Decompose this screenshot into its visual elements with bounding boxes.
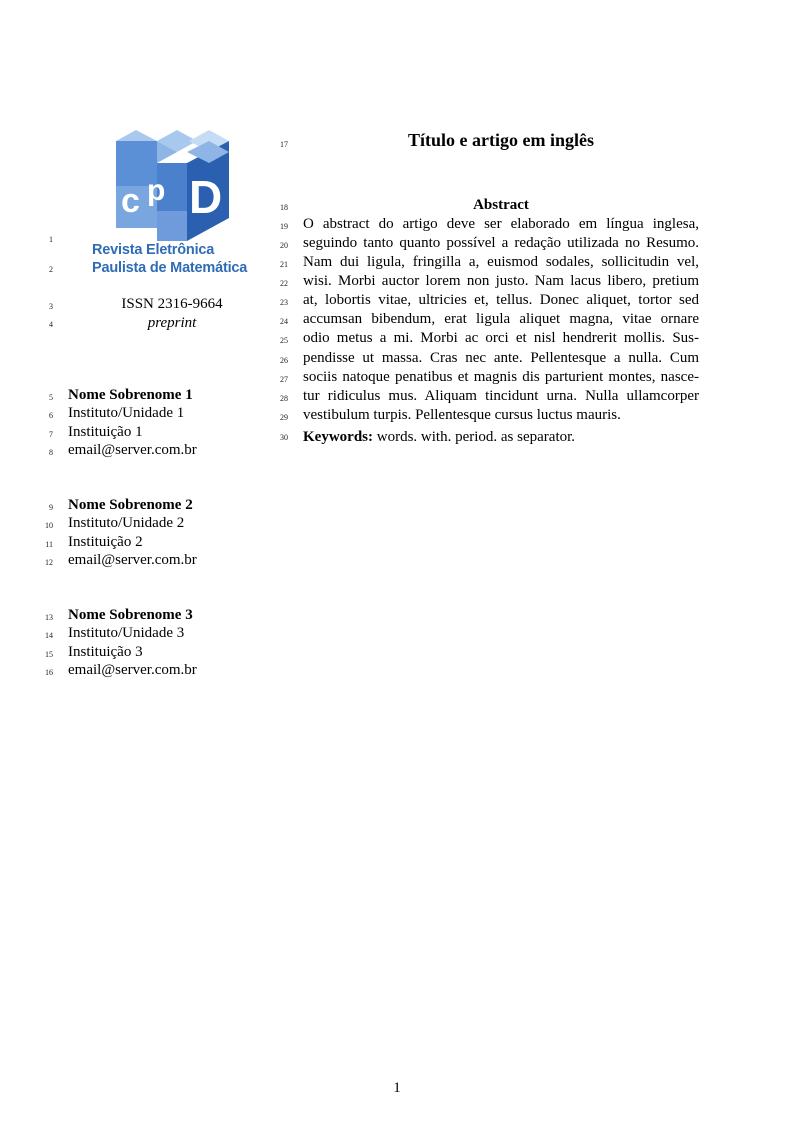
keywords-line xyxy=(303,428,575,447)
abstract-line: wisi. Morbi auctor lorem non justo. Nam lacus libero, pretium xyxy=(303,273,699,289)
abstract-line: odio metus a mi. Morbi ac orci et nisl hendrerit mollis. Sus- xyxy=(303,330,699,346)
line-number: 20 xyxy=(280,241,288,250)
line-number: 7 xyxy=(49,430,53,439)
line-number: 27 xyxy=(280,375,288,384)
keywords-label: Keywords: xyxy=(303,429,373,445)
article-title: Título e artigo em inglês xyxy=(408,130,594,150)
svg-text:c: c xyxy=(121,182,140,220)
svg-text:D: D xyxy=(189,171,223,223)
abstract-line: sociis natoque penatibus et magnis dis parturient montes, nasce- xyxy=(303,369,699,385)
line-number: 28 xyxy=(280,394,288,403)
line-number: 9 xyxy=(49,503,53,512)
preprint-status: preprint xyxy=(147,315,197,331)
line-number: 1 xyxy=(49,235,53,244)
journal-logo xyxy=(113,128,233,243)
abstract-line: O abstract do artigo deve ser elaborado em língua inglesa, xyxy=(303,216,699,232)
author-1-name: Nome Sobrenome 1 xyxy=(68,387,193,403)
author-3-email[interactable]: email@server.com.br xyxy=(68,662,197,678)
author-2-email[interactable]: email@server.com.br xyxy=(68,552,197,568)
abstract-line: tur ridiculus mus. Aliquam tincidunt urna. Nulla ullamcorper xyxy=(303,388,699,404)
line-number: 3 xyxy=(49,302,53,311)
line-number: 13 xyxy=(45,613,53,622)
line-number: 24 xyxy=(280,317,288,326)
author-1-unit: Instituto/Unidade 1 xyxy=(68,405,185,421)
line-number: 10 xyxy=(45,521,53,530)
line-number: 15 xyxy=(45,650,53,659)
author-1-email[interactable]: email@server.com.br xyxy=(68,442,197,458)
line-number: 11 xyxy=(45,540,53,549)
keywords-value: words. with. period. as separator. xyxy=(376,429,576,445)
author-3-institution: Instituição 3 xyxy=(68,644,143,660)
line-number: 2 xyxy=(49,265,53,274)
author-3-unit: Instituto/Unidade 3 xyxy=(68,625,185,641)
line-number: 23 xyxy=(280,298,288,307)
abstract-line: vestibulum turpis. Pellentesque cursus luctus mauris. xyxy=(303,407,621,423)
line-number: 12 xyxy=(45,558,53,567)
line-number: 26 xyxy=(280,356,288,365)
author-2-unit: Instituto/Unidade 2 xyxy=(68,515,185,531)
abstract-heading: Abstract xyxy=(473,197,529,213)
line-number: 4 xyxy=(49,320,53,329)
author-2-name: Nome Sobrenome 2 xyxy=(68,497,193,513)
author-1-institution: Instituição 1 xyxy=(68,424,143,440)
line-number: 16 xyxy=(45,668,53,677)
author-2-institution: Instituição 2 xyxy=(68,534,143,550)
abstract-line: accumsan bibendum, erat ligula aliquet magna, vitae ornare xyxy=(303,311,699,327)
author-3-name: Nome Sobrenome 3 xyxy=(68,607,193,623)
line-number: 25 xyxy=(280,336,288,345)
abstract-line: Nam dui ligula, fringilla a, euismod sodales, sollicitudin vel, xyxy=(303,254,699,270)
page-number: 1 xyxy=(393,1080,401,1096)
line-number: 5 xyxy=(49,393,53,402)
line-number: 19 xyxy=(280,222,288,231)
line-number: 29 xyxy=(280,413,288,422)
logo-line-1: Revista Eletrônica xyxy=(92,242,215,258)
abstract-line: at, lobortis vitae, ultricies et, tellus. Donec aliquet, tortor sed xyxy=(303,292,699,308)
logo-line-2: Paulista de Matemática xyxy=(92,260,248,276)
line-number: 14 xyxy=(45,631,53,640)
svg-text:p: p xyxy=(147,174,166,207)
line-number: 22 xyxy=(280,279,288,288)
line-number: 21 xyxy=(280,260,288,269)
line-number: 30 xyxy=(280,433,288,442)
line-number: 18 xyxy=(280,203,288,212)
line-number: 17 xyxy=(280,140,288,149)
line-number: 8 xyxy=(49,448,53,457)
abstract-line: seguindo tanto quanto possível a redação utilizada no Resumo. xyxy=(303,235,699,251)
issn: ISSN 2316-9664 xyxy=(121,296,223,312)
abstract-line: pendisse ut massa. Cras nec ante. Pellentesque a nulla. Cum xyxy=(303,350,699,366)
line-number: 6 xyxy=(49,411,53,420)
